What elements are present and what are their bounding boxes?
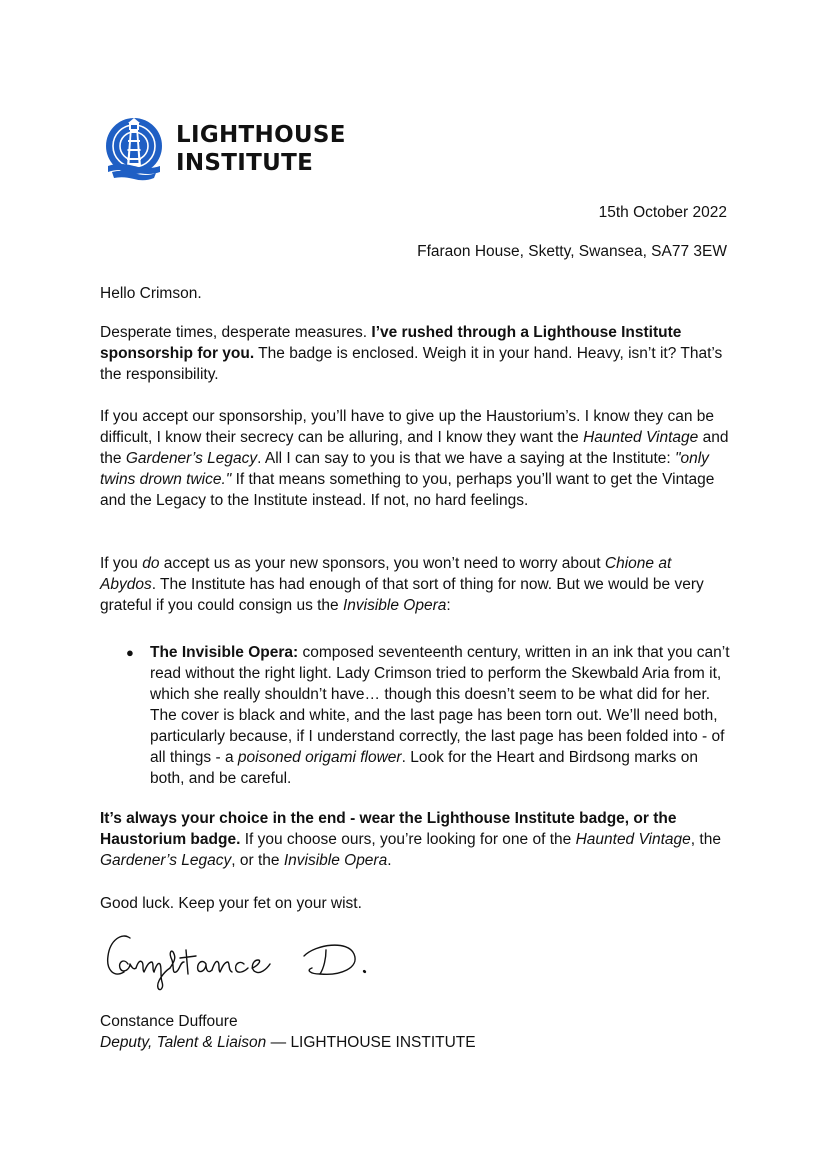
signer-organization: LIGHTHOUSE INSTITUTE <box>290 1034 476 1051</box>
text-span: If you choose ours, you’re looking for one of the <box>240 831 576 848</box>
text-span: . All I can say to you is that we have a saying at the Institute: <box>257 450 675 467</box>
logo <box>104 116 346 182</box>
bold-span: It’s always your choice in the end - wear the Lighthouse Institute badge, or the Haustorium badge. <box>100 810 677 848</box>
separator: — <box>266 1034 291 1051</box>
lighthouse-icon <box>104 116 164 182</box>
logo-line-2: INSTITUTE <box>176 150 314 176</box>
signer-name: Constance Duffoure <box>100 1013 238 1030</box>
bold-span: I’ve rushed through a Lighthouse Institute sponsorship for you. <box>100 324 682 362</box>
italic-span: Haunted Vintage <box>583 429 699 446</box>
italic-span: do <box>142 555 160 572</box>
handwritten-signature <box>102 928 432 992</box>
text-span: . <box>387 852 392 869</box>
logo-wordmark <box>176 121 346 177</box>
paragraph-consign <box>100 553 730 616</box>
signer-role: Deputy, Talent & Liaison <box>100 1034 267 1051</box>
text-span: . The Institute has had enough of that sort of thing for now. But we would be very grateful if you could consign us the <box>100 576 704 614</box>
text-span: Desperate times, desperate measures. <box>100 324 372 341</box>
italic-span: Chione at Abydos <box>100 555 672 593</box>
text-span: : <box>446 597 451 614</box>
list-item <box>100 642 730 789</box>
bullet-list <box>100 642 730 789</box>
text-span: If you accept our sponsorship, you’ll have to give up the Haustorium’s. I know they can be difficult, I know their secrecy can be alluring, and I know they want the <box>100 408 715 446</box>
closing-text: Good luck. Keep your fet on your wist. <box>100 895 362 912</box>
signer-title <box>100 1033 476 1053</box>
italic-span: Invisible Opera <box>283 852 388 869</box>
italic-span: poisoned origami flower <box>237 749 402 766</box>
text-span: If that means something to you, perhaps you’ll want to get the Vintage and the Legacy to the Institute instead. If not, no hard feelings. <box>100 471 715 509</box>
text-span: . Look for the Heart and Birdsong marks on both, and be careful. <box>150 749 698 787</box>
greeting-text: Hello Crimson. <box>100 285 202 302</box>
text-span: The badge is enclosed. Weigh it in your hand. Heavy, isn’t it? That’s the responsibility. <box>100 345 723 383</box>
italic-span: Gardener’s Legacy <box>125 450 258 467</box>
italic-span: Gardener’s Legacy <box>100 852 232 869</box>
italic-span: "only twins drown twice." <box>100 450 709 488</box>
greeting <box>100 283 730 304</box>
logo-line-1: LIGHTHOUSE <box>176 122 346 148</box>
paragraph-haustorium <box>100 406 730 511</box>
text-span: accept us as your new sponsors, you won’t need to worry about <box>159 555 605 572</box>
italic-span: Invisible Opera <box>342 597 447 614</box>
text-span: composed seventeenth century, written in an ink that you can’t read without the right light. Lady Crimson tried to perform the Skewbald Aria from it, which she really shouldn’t have… though this doesn’t seem to be what did for her. The cover is black and white, and the last page has been torn out. We’ll need both, particularly because, if I understand correctly, the last page has been folded into - of all things - a <box>150 644 730 766</box>
closing-line <box>100 893 730 914</box>
text-span: If you <box>100 555 143 572</box>
italic-span: Haunted Vintage <box>575 831 691 848</box>
paragraph-sponsorship <box>100 322 730 385</box>
letter-date: 15th October 2022 <box>598 204 727 221</box>
paragraph-choice <box>100 808 730 871</box>
text-span: , or the <box>231 852 284 869</box>
text-span: , the <box>690 831 721 848</box>
bold-span: The Invisible Opera: <box>150 644 299 661</box>
sender-address: Ffaraon House, Sketty, Swansea, SA77 3EW <box>417 243 727 260</box>
text-span: and the <box>100 429 729 467</box>
bullet-icon: ● <box>126 645 134 660</box>
